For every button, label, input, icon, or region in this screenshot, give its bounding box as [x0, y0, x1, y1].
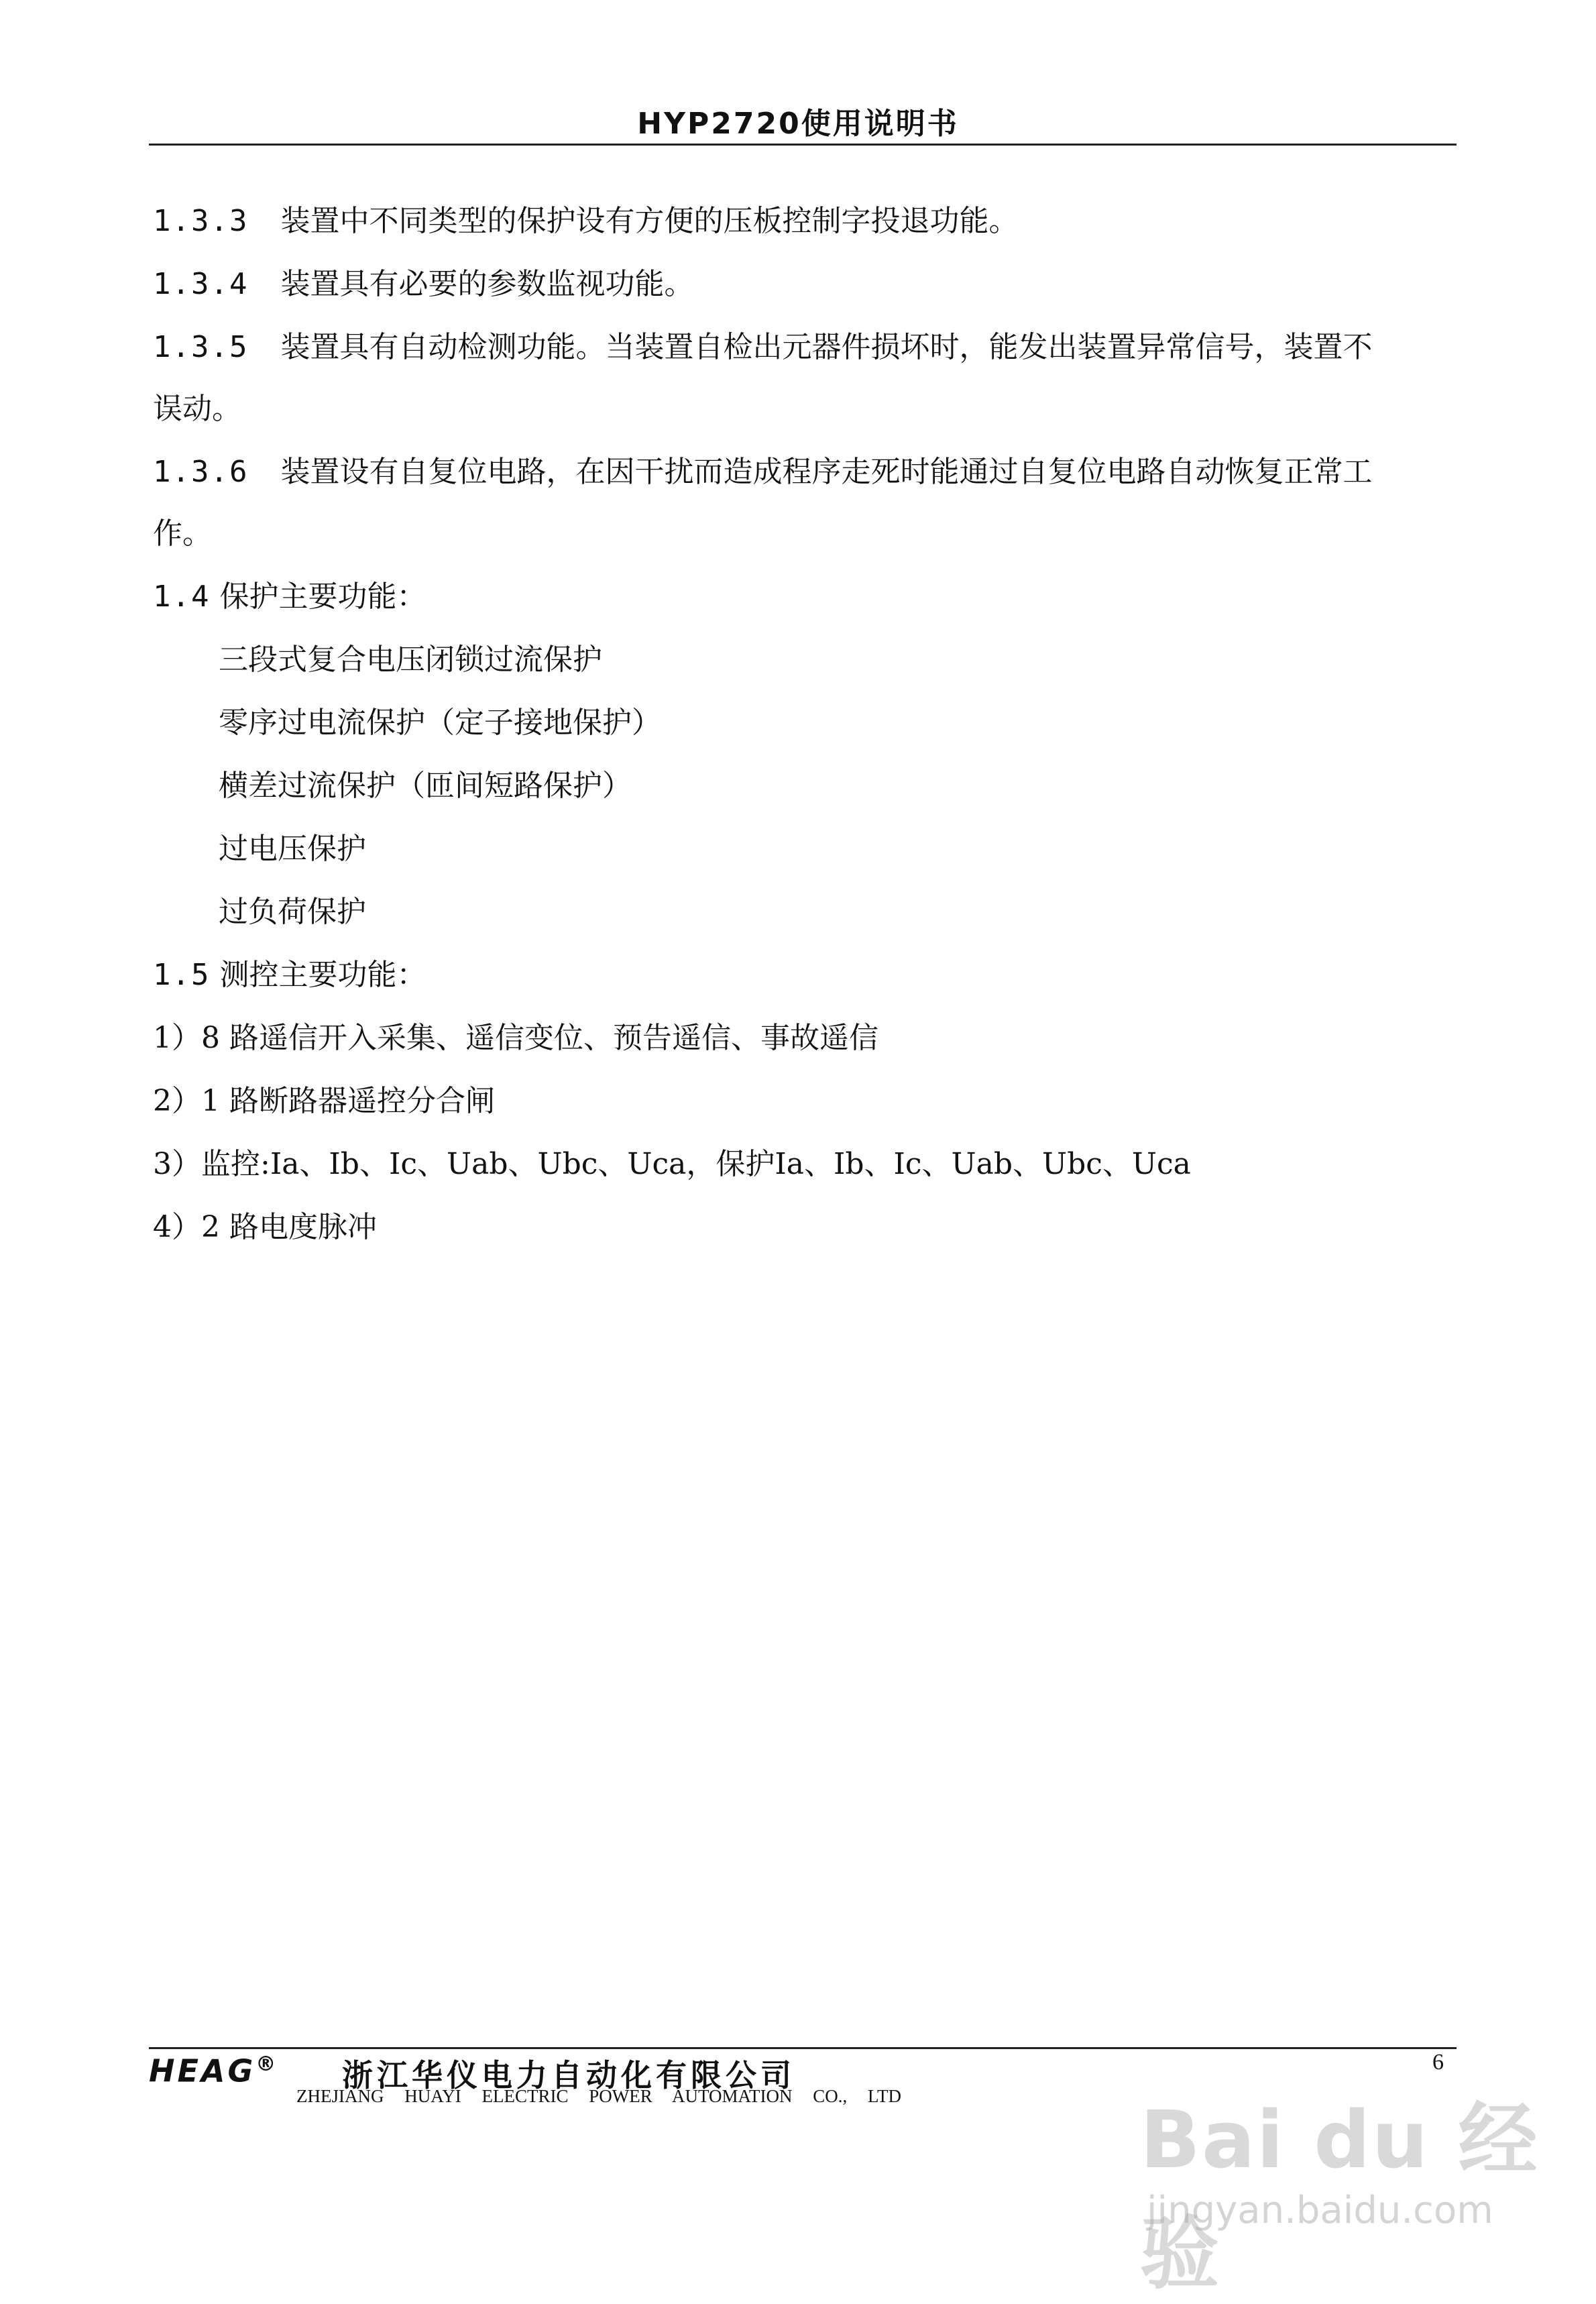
- monitoring-item: 3）监控:Ia、Ib、Ic、Uab、Ubc、Uca，保护Ia、Ib、Ic、Uab、Ubc、Uca: [153, 1147, 1191, 1181]
- heading-number: 1.4: [153, 580, 211, 614]
- header-divider: [149, 144, 1457, 146]
- company-name-en: ZHEJIANG HUAYI ELECTRIC POWER AUTOMATION CO., LTD: [296, 2086, 901, 2106]
- protection-item: 过负荷保护: [219, 895, 366, 929]
- section-1-3-4: [153, 264, 1454, 305]
- heading-text: 测控主要功能：: [219, 958, 426, 992]
- monitoring-item: 1）8 路遥信开入采集、遥信变位、预告遥信、事故遥信: [153, 1021, 878, 1055]
- heading-text: 保护主要功能：: [219, 580, 426, 614]
- protection-heading: [153, 577, 1454, 617]
- protection-item: 横差过流保护（匝间短路保护）: [219, 769, 632, 803]
- section-number: 1.3.5: [153, 330, 249, 364]
- protection-item: 过电压保护: [219, 832, 366, 866]
- company-logo: [149, 2052, 278, 2089]
- page-number: 6: [1432, 2050, 1444, 2075]
- section-text: 装置设有自复位电路，在因干扰而造成程序走死时能通过自复位电路自动恢复正常工: [280, 455, 1373, 489]
- section-number: 1.3.6: [153, 455, 249, 489]
- section-text: 装置中不同类型的保护设有方便的压板控制字投退功能。: [280, 204, 1019, 238]
- baidu-watermark: [1140, 2076, 1583, 2300]
- footer-divider: [149, 2047, 1457, 2049]
- section-number: 1.3.3: [153, 204, 249, 238]
- protection-item: 零序过电流保护（定子接地保护）: [219, 706, 661, 740]
- document-body: [153, 201, 1454, 1270]
- document-title: HYP2720使用说明书: [637, 107, 959, 141]
- protection-item: 三段式复合电压闭锁过流保护: [219, 643, 602, 677]
- monitoring-heading: [153, 955, 1454, 995]
- section-number: 1.3.4: [153, 267, 249, 301]
- section-continuation: 误动。: [153, 392, 241, 426]
- monitoring-item: 2）1 路断路器遥控分合闸: [153, 1084, 495, 1118]
- heading-number: 1.5: [153, 958, 211, 992]
- section-continuation: 作。: [153, 516, 212, 551]
- monitoring-item: 4）2 路电度脉冲: [153, 1210, 377, 1244]
- logo-text: HEAG: [149, 2052, 256, 2089]
- section-1-3-3: [153, 201, 1454, 241]
- watermark-brand: Bai du 经验: [1140, 2093, 1539, 2300]
- section-text: 装置具有自动检测功能。当装置自检出元器件损坏时，能发出装置异常信号，装置不: [280, 330, 1373, 364]
- registered-mark: ®: [255, 2052, 279, 2076]
- watermark-url: jingyan.baidu.com: [1147, 2189, 1493, 2232]
- section-text: 装置具有必要的参数监视功能。: [280, 267, 694, 301]
- company-name-cn: 浙江华仪电力自动化有限公司: [342, 2057, 795, 2093]
- section-1-3-6: [153, 452, 1454, 492]
- section-1-3-5: [153, 327, 1454, 368]
